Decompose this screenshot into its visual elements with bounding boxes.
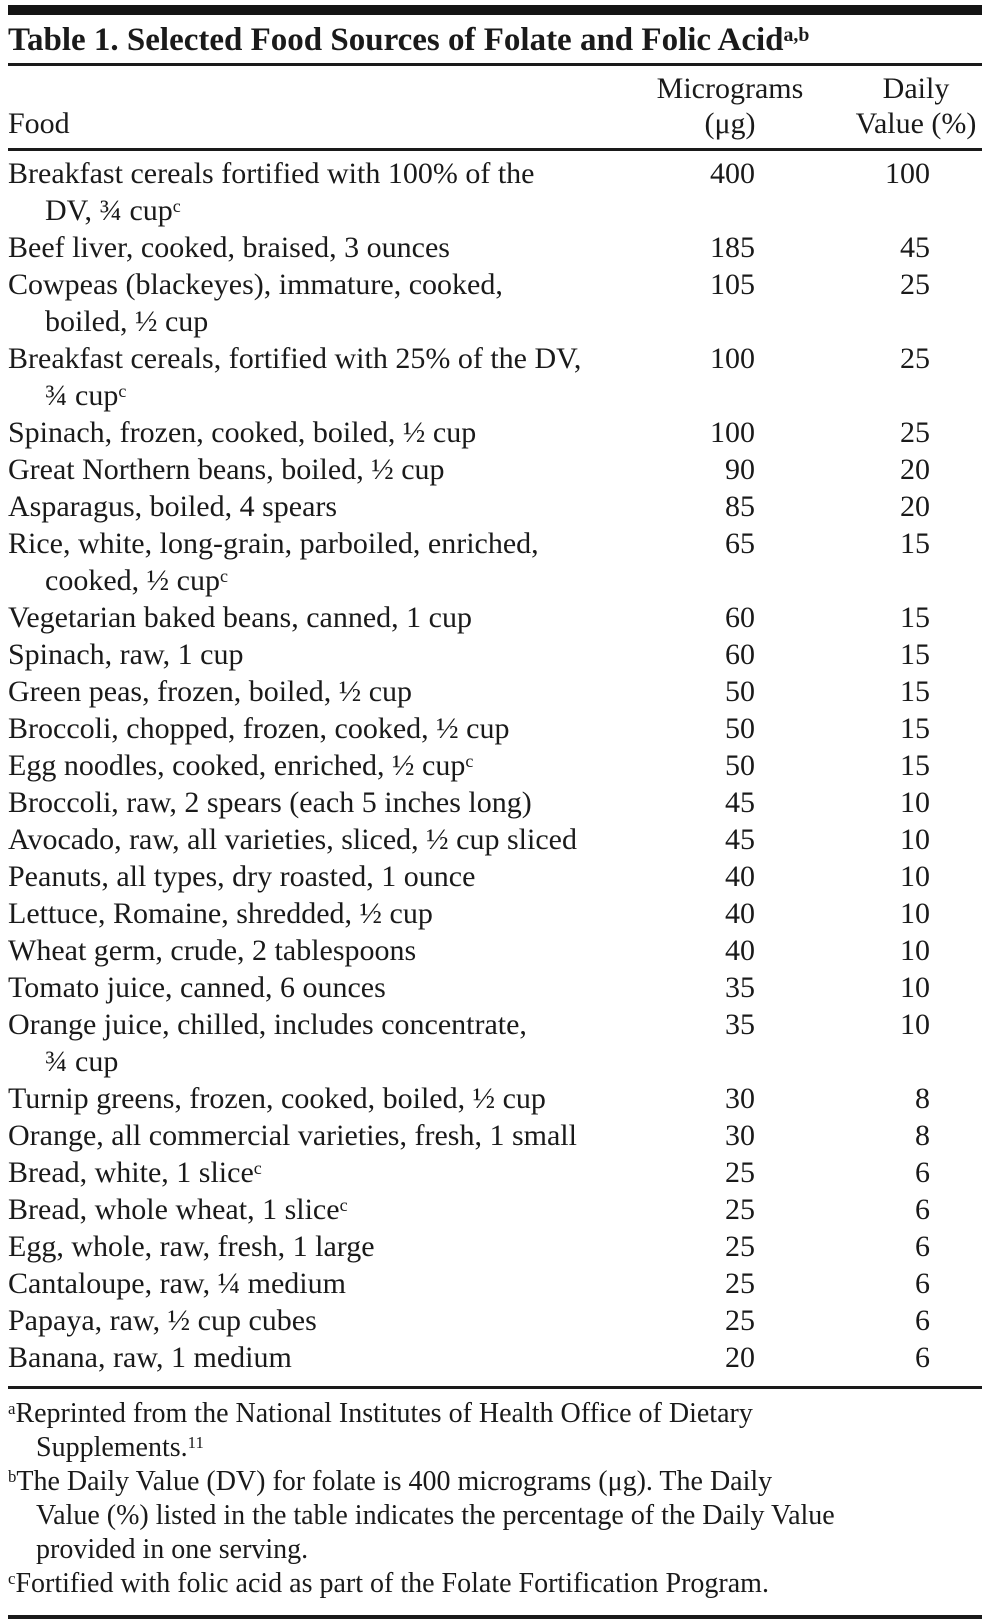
food-line: Beef liver, cooked, braised, 3 ounces: [8, 231, 450, 264]
table-row: [8, 784, 982, 821]
food-cell: [8, 1265, 610, 1302]
food-line-continuation: ¾ cup$^c$: [45, 379, 127, 412]
micrograms-value: 40: [725, 860, 755, 893]
column-header-daily-line2: Value (%): [855, 107, 977, 140]
food-line: Spinach, frozen, cooked, boiled, ½ cup: [8, 416, 477, 449]
micrograms-value: 45: [725, 823, 755, 856]
daily-value: 6: [915, 1193, 930, 1226]
food-line: Orange, all commercial varieties, fresh, 1 small: [8, 1119, 577, 1152]
bottom-border-rule: [8, 1615, 982, 1619]
food-line-continuation: boiled, ½ cup: [45, 305, 209, 338]
food-line: Egg noodles, cooked, enriched, ½ cup$^c$: [8, 749, 474, 782]
food-line-continuation: ¾ cup: [45, 1045, 119, 1078]
micrograms-value: 25: [725, 1267, 755, 1300]
footnote-marker: c: [339, 1194, 348, 1215]
food-cell: [8, 1339, 610, 1376]
food-line: Cowpeas (blackeyes), immature, cooked,: [8, 268, 503, 301]
micrograms-value: 85: [725, 490, 755, 523]
micrograms-value: 30: [725, 1119, 755, 1152]
table-row: [8, 1154, 982, 1191]
food-cell: [8, 155, 610, 229]
food-cell: [8, 1302, 610, 1339]
micrograms-value: 100: [710, 416, 755, 449]
food-line: Vegetarian baked beans, canned, 1 cup: [8, 601, 472, 634]
food-line: Avocado, raw, all varieties, sliced, ½ cup sliced: [8, 823, 577, 856]
footnote-marker: c: [172, 195, 181, 216]
food-cell: [8, 969, 610, 1006]
table-row: [8, 1339, 982, 1376]
food-cell: [8, 784, 610, 821]
daily-value: 15: [900, 675, 930, 708]
micrograms-value: 100: [710, 342, 755, 375]
table-row: [8, 636, 982, 673]
food-cell: [8, 229, 610, 266]
food-cell: [8, 1080, 610, 1117]
food-cell: [8, 1228, 610, 1265]
footnote-letter: a: [8, 1399, 16, 1419]
food-cell: [8, 1191, 610, 1228]
micrograms-value: 35: [725, 971, 755, 1004]
food-cell: [8, 895, 610, 932]
table-title-text: Table 1. Selected Food Sources of Folate and Folic Acid: [8, 22, 784, 58]
food-cell: [8, 673, 610, 710]
reference-number: 11: [187, 1433, 204, 1453]
micrograms-value: 45: [725, 786, 755, 819]
daily-value: 10: [900, 897, 930, 930]
daily-value: 100: [885, 157, 930, 190]
food-line: Peanuts, all types, dry roasted, 1 ounce: [8, 860, 476, 893]
food-cell: [8, 1006, 610, 1080]
column-header-food: Food: [8, 107, 70, 140]
food-line: Broccoli, chopped, frozen, cooked, ½ cup: [8, 712, 510, 745]
food-line: Bread, white, 1 slice$^c$: [8, 1156, 262, 1189]
food-cell: [8, 747, 610, 784]
table-body: [8, 151, 982, 1386]
food-cell: [8, 932, 610, 969]
food-line: Tomato juice, canned, 6 ounces: [8, 971, 386, 1004]
food-cell: [8, 1154, 610, 1191]
food-line: Breakfast cereals fortified with 100% of the: [8, 157, 535, 190]
daily-value: 6: [915, 1304, 930, 1337]
food-cell: [8, 488, 610, 525]
food-cell: [8, 525, 610, 599]
food-cell: [8, 636, 610, 673]
daily-value: 20: [900, 453, 930, 486]
daily-value: 6: [915, 1156, 930, 1189]
table-row: [8, 1265, 982, 1302]
food-cell: [8, 710, 610, 747]
food-line: Bread, whole wheat, 1 slice$^c$: [8, 1193, 348, 1226]
table-row: [8, 451, 982, 488]
table-row: [8, 1006, 982, 1080]
footnote: [8, 1567, 982, 1601]
daily-value: 15: [900, 601, 930, 634]
food-line: Banana, raw, 1 medium: [8, 1341, 292, 1374]
daily-value: 6: [915, 1341, 930, 1374]
micrograms-value: 50: [725, 675, 755, 708]
top-border-rule: [8, 5, 982, 15]
column-header-micrograms: [610, 71, 850, 141]
table-title: [8, 20, 982, 60]
footnote-marker: c: [219, 565, 228, 586]
table-row: [8, 155, 982, 229]
daily-value: 15: [900, 638, 930, 671]
column-header-micrograms-line2: (μg): [704, 107, 756, 140]
food-cell: [8, 266, 610, 340]
table-row: [8, 858, 982, 895]
food-cell: [8, 340, 610, 414]
daily-value: 10: [900, 971, 930, 1004]
table-row: [8, 1080, 982, 1117]
table-row: [8, 821, 982, 858]
column-header-row: [8, 66, 982, 148]
food-line: Great Northern beans, boiled, ½ cup: [8, 453, 445, 486]
daily-value: 15: [900, 712, 930, 745]
food-line: Egg, whole, raw, fresh, 1 large: [8, 1230, 375, 1263]
table-row: [8, 747, 982, 784]
micrograms-value: 90: [725, 453, 755, 486]
footnote-line-continuation: provided in one serving.: [36, 1534, 309, 1565]
micrograms-value: 25: [725, 1230, 755, 1263]
daily-value: 10: [900, 860, 930, 893]
daily-value: 25: [900, 268, 930, 301]
daily-value: 8: [915, 1082, 930, 1115]
table-row: [8, 414, 982, 451]
food-line: Lettuce, Romaine, shredded, ½ cup: [8, 897, 433, 930]
micrograms-value: 40: [725, 897, 755, 930]
food-line: Cantaloupe, raw, ¼ medium: [8, 1267, 346, 1300]
table-row: [8, 266, 982, 340]
food-cell: [8, 451, 610, 488]
table-row: [8, 932, 982, 969]
micrograms-value: 25: [725, 1304, 755, 1337]
footnote-letter: b: [8, 1467, 17, 1487]
daily-value: 25: [900, 342, 930, 375]
food-line: Rice, white, long-grain, parboiled, enriched,: [8, 527, 539, 560]
footnote: [8, 1397, 982, 1465]
table-row: [8, 1302, 982, 1339]
micrograms-value: 25: [725, 1193, 755, 1226]
food-line: Breakfast cereals, fortified with 25% of the DV,: [8, 342, 582, 375]
micrograms-value: 50: [725, 749, 755, 782]
daily-value: 8: [915, 1119, 930, 1152]
micrograms-value: 35: [725, 1008, 755, 1041]
footnote-marker: c: [253, 1157, 262, 1178]
column-header-daily-line1: Daily: [882, 72, 950, 105]
micrograms-value: 60: [725, 601, 755, 634]
footnote: [8, 1465, 982, 1567]
footnote-line-continuation: Value (%) listed in the table indicates the percentage of the Daily Value: [36, 1500, 835, 1531]
food-cell: [8, 599, 610, 636]
micrograms-value: 60: [725, 638, 755, 671]
micrograms-value: 20: [725, 1341, 755, 1374]
food-line: Papaya, raw, ½ cup cubes: [8, 1304, 317, 1337]
micrograms-value: 25: [725, 1156, 755, 1189]
daily-value: 6: [915, 1267, 930, 1300]
food-line: Broccoli, raw, 2 spears (each 5 inches long): [8, 786, 532, 819]
footnote-marker: c: [465, 750, 474, 771]
table-row: [8, 488, 982, 525]
daily-value: 45: [900, 231, 930, 264]
food-line: Spinach, raw, 1 cup: [8, 638, 244, 671]
footnote-letter: c: [8, 1569, 16, 1589]
micrograms-value: 400: [710, 157, 755, 190]
food-cell: [8, 414, 610, 451]
food-line: Orange juice, chilled, includes concentrate,: [8, 1008, 527, 1041]
food-line: Wheat germ, crude, 2 tablespoons: [8, 934, 417, 967]
daily-value: 10: [900, 1008, 930, 1041]
table-row: [8, 673, 982, 710]
table-row: [8, 525, 982, 599]
footnote-line-continuation: Supplements.$^{11}$: [36, 1432, 204, 1463]
table-row: [8, 229, 982, 266]
table-row: [8, 1117, 982, 1154]
micrograms-value: 30: [725, 1082, 755, 1115]
table-title-footnote-marker: a,b: [783, 24, 810, 47]
daily-value: 10: [900, 934, 930, 967]
daily-value: 25: [900, 416, 930, 449]
footnote-line: $^b$The Daily Value (DV) for folate is 400 micrograms (μg). The Daily: [8, 1466, 773, 1497]
footnote-marker: c: [118, 380, 127, 401]
micrograms-value: 50: [725, 712, 755, 745]
daily-value: 10: [900, 786, 930, 819]
food-line: Green peas, frozen, boiled, ½ cup: [8, 675, 413, 708]
table-row: [8, 895, 982, 932]
daily-value: 6: [915, 1230, 930, 1263]
table-row: [8, 1191, 982, 1228]
daily-value: 20: [900, 490, 930, 523]
food-cell: [8, 821, 610, 858]
food-line: Turnip greens, frozen, cooked, boiled, ½ cup: [8, 1082, 546, 1115]
food-cell: [8, 1117, 610, 1154]
micrograms-value: 40: [725, 934, 755, 967]
table-row: [8, 710, 982, 747]
micrograms-value: 185: [710, 231, 755, 264]
food-line: Asparagus, boiled, 4 spears: [8, 490, 338, 523]
micrograms-value: 105: [710, 268, 755, 301]
footnote-line: $^a$Reprinted from the National Institutes of Health Office of Dietary: [8, 1398, 753, 1429]
table-row: [8, 340, 982, 414]
food-line-continuation: DV, ¾ cup$^c$: [45, 194, 181, 227]
table-row: [8, 1228, 982, 1265]
column-header-micrograms-line1: Micrograms: [656, 72, 804, 105]
daily-value: 15: [900, 527, 930, 560]
table-row: [8, 969, 982, 1006]
food-line-continuation: cooked, ½ cup$^c$: [45, 564, 228, 597]
column-header-daily-value: [850, 71, 982, 141]
micrograms-value: 65: [725, 527, 755, 560]
table-row: [8, 599, 982, 636]
footnotes-section: [8, 1389, 982, 1607]
food-cell: [8, 858, 610, 895]
footnote-line: $^c$Fortified with folic acid as part of the Folate Fortification Program.: [8, 1568, 769, 1599]
daily-value: 10: [900, 823, 930, 856]
daily-value: 15: [900, 749, 930, 782]
